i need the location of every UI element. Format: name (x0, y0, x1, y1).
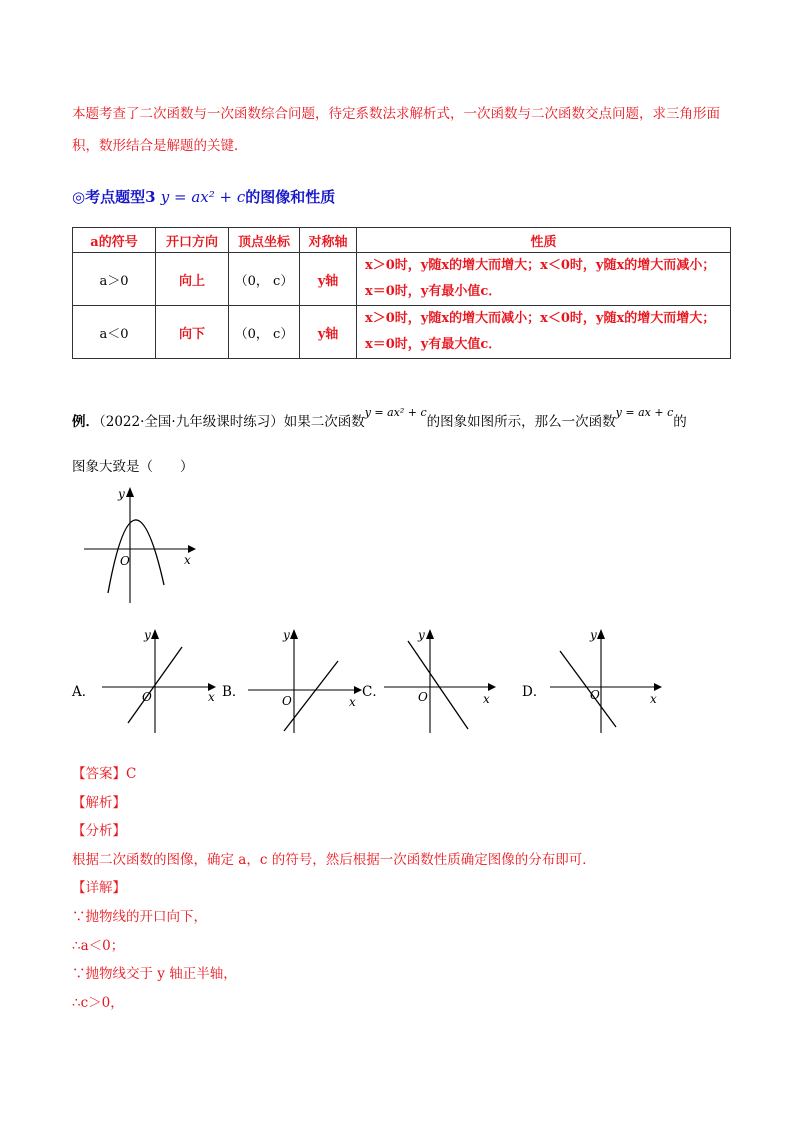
detail-line: ∴c＞0， (72, 994, 124, 1011)
y-arrow-icon (290, 629, 298, 639)
cell-property: x＞0时，y随x的增大而增大；x＜0时，y随x的增大而减小；x＝0时，y有最小值c． (357, 253, 731, 306)
answer-line (72, 760, 752, 789)
label-origin: O (142, 690, 152, 704)
table-header: 性质 (357, 228, 731, 253)
label-y: y (283, 628, 290, 642)
option-b-label[interactable]: B． (222, 684, 246, 700)
cell-sign: a＞0 (73, 253, 156, 306)
heading-suffix: 的图像和性质 (245, 188, 336, 206)
cell-sign: a＜0 (73, 306, 156, 359)
x-arrow-icon (354, 686, 362, 694)
answer-value: C (126, 766, 137, 782)
detail-line: ∴a＜0； (72, 937, 125, 954)
cell-direction: 向下 (156, 306, 229, 359)
label-y: y (418, 628, 425, 642)
detail-line: ∵抛物线交于 y 轴正半轴， (72, 966, 237, 983)
label-origin: O (590, 688, 600, 702)
line-graph (560, 651, 616, 727)
detail-label: 【详解】 (72, 880, 126, 897)
solution-block (72, 760, 752, 1017)
cell-axis: y轴 (300, 253, 357, 306)
x-arrow-icon (188, 545, 196, 553)
example-label: 例． (72, 414, 99, 430)
label-x: x (650, 692, 657, 706)
section-heading (72, 186, 335, 207)
line-graph (284, 661, 338, 731)
answer-label: 【答案】 (72, 766, 126, 782)
fenxi-label: 【分析】 (72, 823, 126, 840)
fenxi-text: 根据二次函数的图像，确定 a，c 的符号，然后根据一次函数性质确定图像的分布即可． (72, 851, 596, 868)
label-y: y (144, 628, 151, 642)
option-c-graph[interactable] (380, 625, 500, 735)
example-end: 的 (673, 414, 687, 430)
intro-paragraph: 本题考查了二次函数与一次函数综合问题，待定系数法求解析式，一次函数与二次函数交点问题，求三角形面积，数形结合是解题的关键． (72, 106, 720, 154)
y-arrow-icon (597, 629, 605, 639)
parabola-curve (108, 520, 164, 593)
label-origin: O (120, 554, 130, 568)
cell-direction: 向上 (156, 253, 229, 306)
line-graph (408, 641, 468, 729)
label-x: x (483, 692, 490, 706)
option-c-label[interactable]: C． (362, 684, 386, 700)
analysis-label: 【解析】 (72, 794, 126, 811)
y-arrow-icon (426, 629, 434, 639)
table-header: 对称轴 (300, 228, 357, 253)
y-arrow-icon (151, 629, 159, 639)
properties-table (72, 227, 731, 359)
example-source: （2022·全国·九年级课时练习）如果二次函数 (99, 414, 365, 430)
x-arrow-icon (488, 683, 496, 691)
detail-line: ∵抛物线的开口向下， (72, 908, 207, 925)
label-x: x (208, 690, 215, 704)
cell-vertex: （0， c） (229, 253, 300, 306)
example-question (72, 400, 732, 489)
label-y: y (118, 487, 125, 501)
label-y: y (590, 628, 597, 642)
example-line2: 图象大致是（ ） (72, 459, 194, 475)
heading-prefix: ◎考点题型3 (72, 188, 156, 206)
x-arrow-icon (654, 683, 662, 691)
table-row (73, 253, 731, 306)
table-header: 开口方向 (156, 228, 229, 253)
cell-axis: y轴 (300, 306, 357, 359)
option-b-graph[interactable] (246, 625, 366, 735)
table-header: 顶点坐标 (229, 228, 300, 253)
example-mid: 的图象如图所示，那么一次函数 (426, 414, 616, 430)
option-a-label[interactable]: A． (72, 684, 96, 700)
cell-vertex: （0， c） (229, 306, 300, 359)
y-arrow-icon (126, 487, 134, 497)
label-origin: O (282, 694, 292, 708)
parabola-figure (78, 485, 198, 605)
label-x: x (349, 695, 356, 709)
example-formula-linear: y = ax + c (615, 406, 674, 419)
heading-formula: y = ax² + c (160, 188, 246, 206)
label-x: x (184, 553, 191, 567)
table-row (73, 306, 731, 359)
label-origin: O (418, 690, 428, 704)
cell-property: x＞0时，y随x的增大而减小；x＜0时，y随x的增大而增大；x＝0时，y有最大值c． (357, 306, 731, 359)
table-header-row (73, 228, 731, 253)
option-d-label[interactable]: D． (522, 684, 547, 700)
example-formula-quadratic: y = ax² + c (364, 406, 427, 419)
option-a-graph[interactable] (100, 625, 220, 735)
table-header: a的符号 (73, 228, 156, 253)
option-d-graph[interactable] (546, 625, 666, 735)
